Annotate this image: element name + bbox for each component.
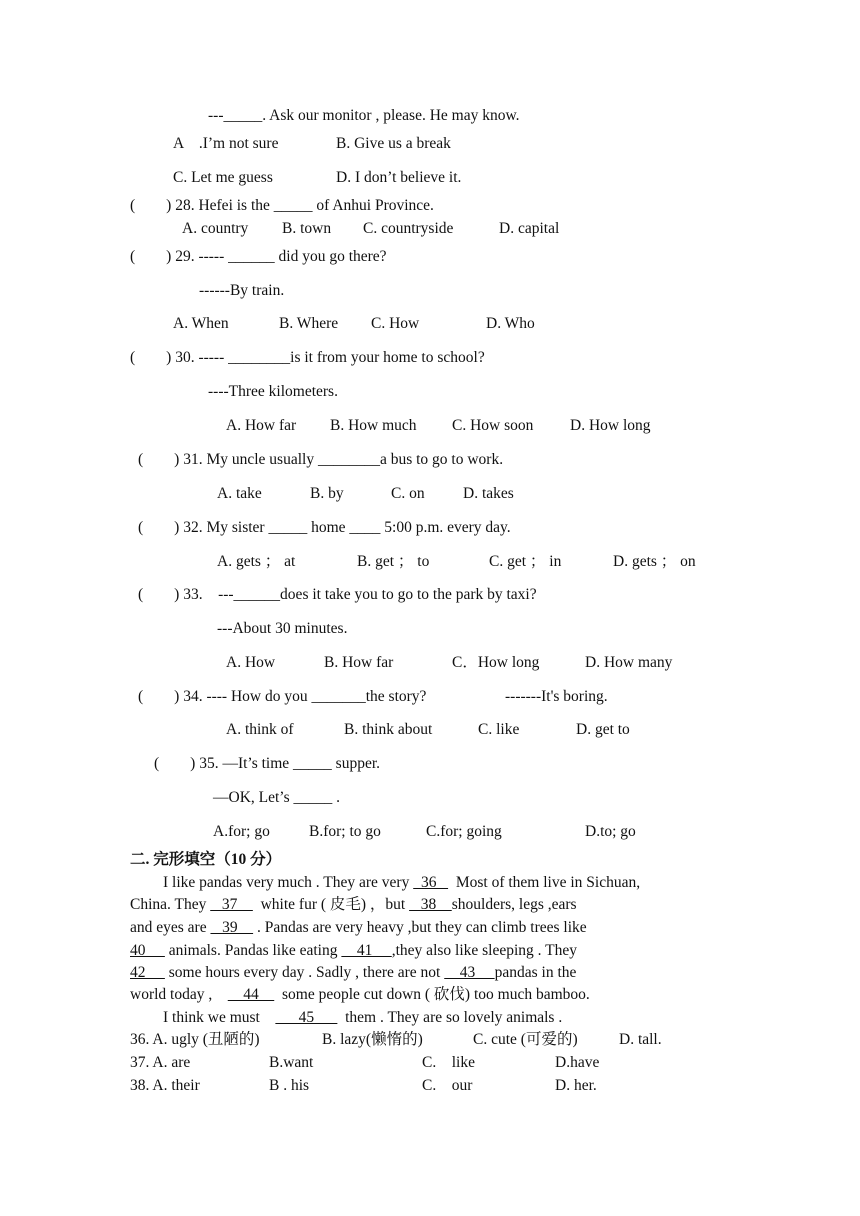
blank-45: 45: [275, 1009, 338, 1026]
q29-option-c: C. How: [371, 315, 420, 332]
blank-41: 41: [341, 942, 392, 959]
q38-option-a: 38. A. their: [130, 1077, 200, 1094]
q35-option-d: D.to; go: [585, 823, 636, 840]
passage-line-1: I like pandas very much . They are very 36 Most of them live in Sichuan,: [163, 874, 641, 891]
passage-line-6: world today , 44 some people cut down ( 砍伐) too much bamboo.: [130, 986, 590, 1003]
q35-option-b: B.for; to go: [309, 823, 381, 840]
q35-reply: —OK, Let’s _____ .: [213, 789, 341, 806]
passage-line-7: I think we must 45 them . They are so lovely animals .: [163, 1009, 563, 1026]
q33-option-a: A. How: [226, 654, 276, 671]
passage-line-2: China. They 37 white fur ( 皮毛) ，but 38 shoulders, legs ,ears: [130, 896, 577, 913]
q35-option-a: A.for; go: [213, 823, 270, 840]
q30-option-d: D. How long: [570, 417, 651, 434]
q34-option-c: C. like: [478, 721, 520, 738]
q28-option-b: B. town: [282, 220, 332, 237]
blank-39: 39: [210, 919, 254, 936]
q31-option-b: B. by: [310, 485, 344, 502]
q34-option-d: D. get to: [576, 721, 630, 738]
q33-reply: ---About 30 minutes.: [217, 620, 348, 637]
q27-option-d: D. I don’t believe it.: [336, 169, 462, 186]
q37-option-d: D.have: [555, 1054, 600, 1071]
q28-stem: ( ) 28. Hefei is the _____ of Anhui Province.: [130, 197, 434, 214]
q33-option-d: D. How many: [585, 654, 673, 671]
q35-option-c: C.for; going: [426, 823, 502, 840]
q37-option-a: 37. A. are: [130, 1054, 191, 1071]
q30-reply: ----Three kilometers.: [208, 383, 338, 400]
q34-option-a: A. think of: [226, 721, 294, 738]
q38-option-d: D. her.: [555, 1077, 597, 1094]
q31-option-d: D. takes: [463, 485, 514, 502]
q29-reply: ------By train.: [199, 282, 285, 299]
blank-37: 37: [210, 896, 253, 913]
q33-option-b: B. How far: [324, 654, 394, 671]
blank-40: 40: [130, 942, 165, 959]
q37-option-c: C. like: [422, 1054, 475, 1071]
q34-stem: ( ) 34. ---- How do you _______the story?: [138, 688, 427, 705]
q31-option-a: A. take: [217, 485, 262, 502]
q27-answer-line: ---_____. Ask our monitor , please. He may know.: [208, 107, 520, 124]
q36-option-c: C. cute (可爱的): [473, 1031, 578, 1048]
q29-stem: ( ) 29. ----- ______ did you go there?: [130, 248, 387, 265]
blank-42: 42: [130, 964, 165, 981]
q33-stem: ( ) 33. ---______does it take you to go to the park by taxi?: [138, 586, 537, 603]
blank-44: 44: [227, 986, 275, 1003]
q31-stem: ( ) 31. My uncle usually ________a bus to go to work.: [138, 451, 504, 468]
q28-option-d: D. capital: [499, 220, 560, 237]
q29-option-d: D. Who: [486, 315, 535, 332]
q27-option-a: A .I’m not sure: [173, 135, 279, 152]
q34-reply: -------It's boring.: [505, 688, 608, 705]
q36-option-a: 36. A. ugly (丑陋的): [130, 1031, 260, 1048]
q28-option-c: C. countryside: [363, 220, 454, 237]
q27-option-b: B. Give us a break: [336, 135, 451, 152]
q32-option-c: C. get ； in: [489, 553, 562, 570]
q32-option-a: A. gets ； at: [217, 553, 296, 570]
blank-38: 38: [409, 896, 452, 913]
q37-option-b: B.want: [269, 1054, 314, 1071]
q30-option-a: A. How far: [226, 417, 297, 434]
q28-option-a: A. country: [182, 220, 249, 237]
q30-option-b: B. How much: [330, 417, 417, 434]
q36-option-b: B. lazy(懒惰的): [322, 1031, 423, 1048]
q35-stem: ( ) 35. —It’s time _____ supper.: [154, 755, 381, 772]
q27-option-c: C. Let me guess: [173, 169, 273, 186]
section-heading: 二. 完形填空（10 分）: [130, 851, 282, 868]
passage-line-5: 42 some hours every day . Sadly , there are not 43 pandas in the: [130, 964, 577, 981]
blank-36: 36: [413, 874, 449, 891]
q36-option-d: D. tall.: [619, 1031, 662, 1048]
blank-43: 43: [444, 964, 495, 981]
passage-line-4: 40 animals. Pandas like eating 41 ,they also like sleeping . They: [130, 942, 577, 959]
q32-option-b: B. get ； to: [357, 553, 430, 570]
passage-line-3: and eyes are 39 . Pandas are very heavy ,but they can climb trees like: [130, 919, 587, 936]
q32-stem: ( ) 32. My sister _____ home ____ 5:00 p.m. every day.: [138, 519, 511, 536]
q38-option-c: C. our: [422, 1077, 473, 1094]
q33-option-c: C．How long: [452, 654, 540, 671]
q30-option-c: C. How soon: [452, 417, 534, 434]
q38-option-b: B . his: [269, 1077, 310, 1094]
q29-option-a: A. When: [173, 315, 229, 332]
q30-stem: ( ) 30. ----- ________is it from your home to school?: [130, 349, 485, 366]
q31-option-c: C. on: [391, 485, 425, 502]
q29-option-b: B. Where: [279, 315, 339, 332]
q34-option-b: B. think about: [344, 721, 433, 738]
q32-option-d: D. gets ； on: [613, 553, 696, 570]
